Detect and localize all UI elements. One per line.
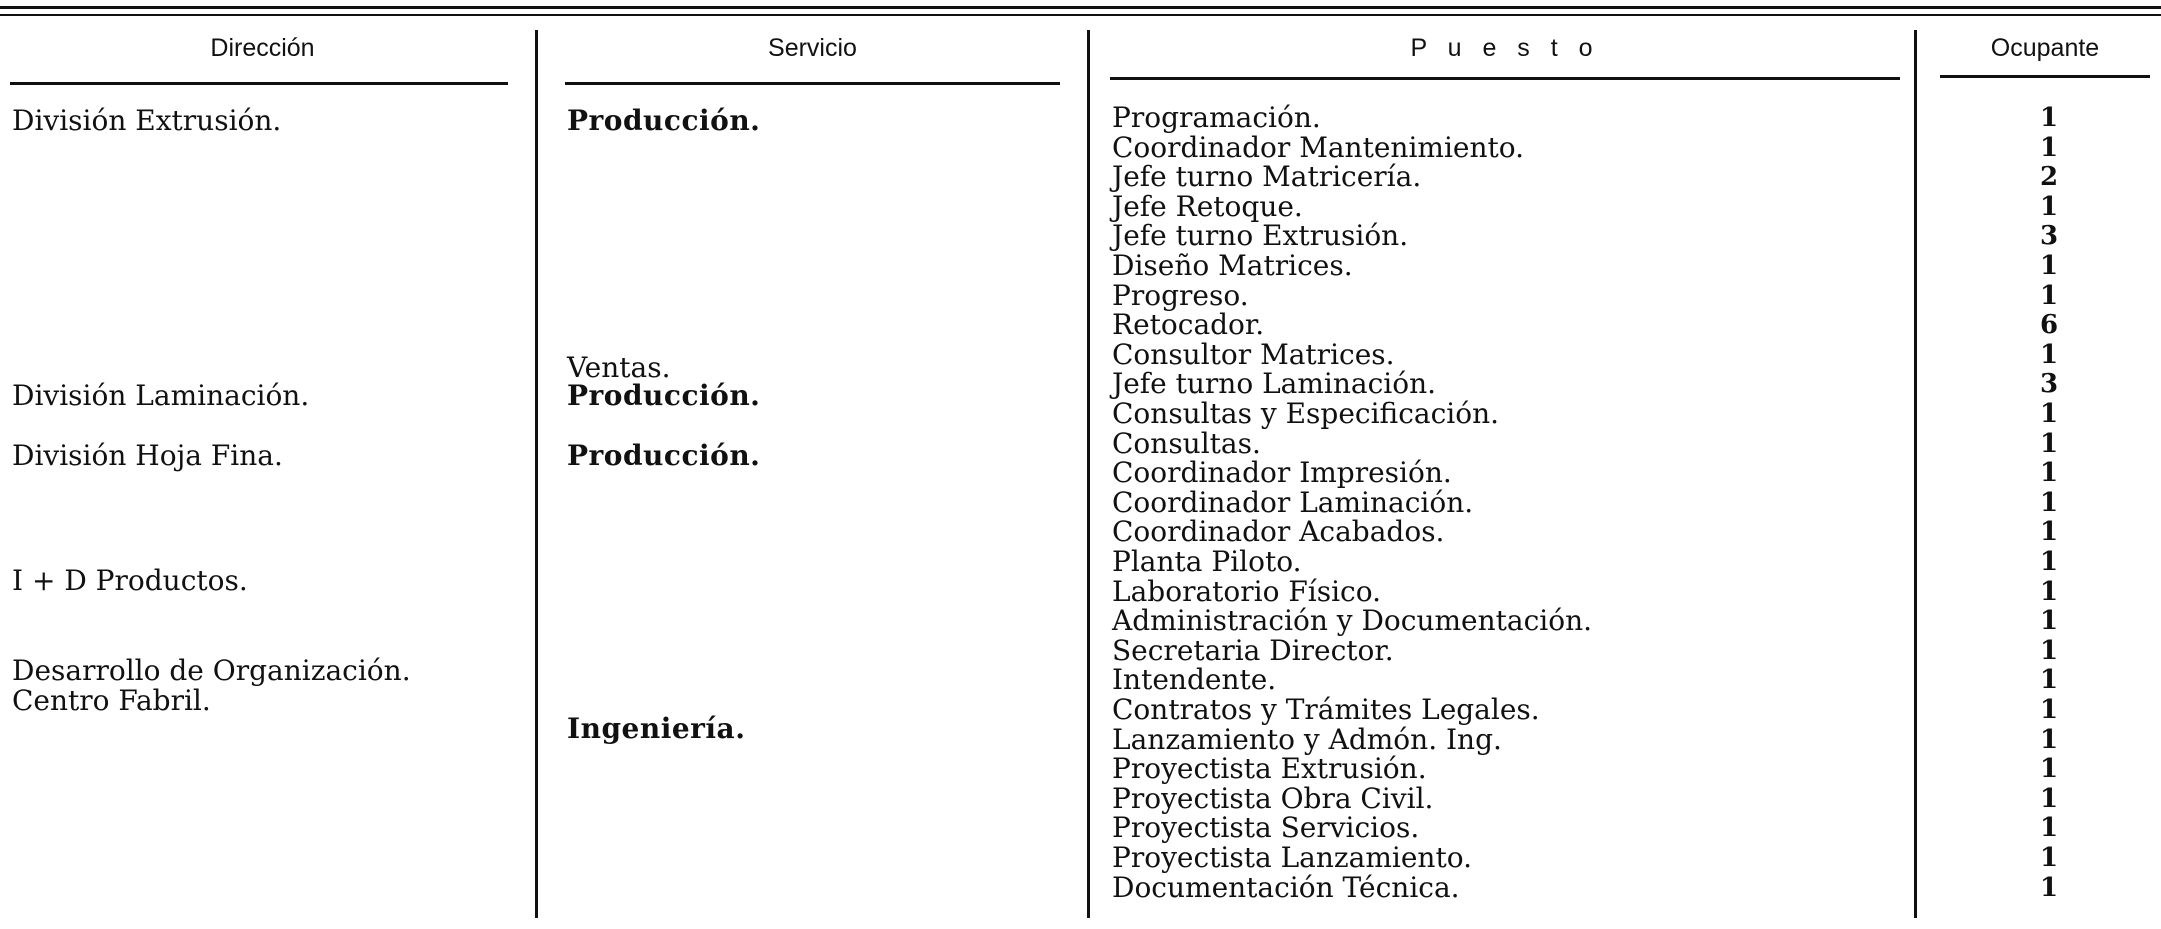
ocupante-count: 3: [2040, 369, 2059, 399]
ocupante-count: 1: [2040, 695, 2059, 725]
ocupante-count: 1: [2040, 340, 2059, 370]
ocupante-count: 1: [2040, 873, 2059, 903]
puesto-label: Laboratorio Físico.: [1112, 575, 1382, 608]
direccion-label: Desarrollo de Organización.: [12, 654, 411, 687]
ocupante-count: 1: [2040, 281, 2059, 311]
puesto-label: Diseño Matrices.: [1112, 249, 1353, 282]
ocupante-count: 1: [2040, 547, 2059, 577]
ocupante-count: 1: [2040, 784, 2059, 814]
ocupante-count: 1: [2040, 251, 2059, 281]
header-underline: [10, 82, 508, 85]
header-puesto: P u e s t o: [1410, 34, 1600, 62]
header-direccion: Dirección: [210, 34, 315, 62]
puesto-label: Consultas y Especificación.: [1112, 397, 1500, 430]
puesto-label: Intendente.: [1112, 663, 1277, 696]
puesto-label: Programación.: [1112, 101, 1321, 134]
servicio-label: Producción.: [567, 439, 761, 472]
ocupante-count: 2: [2040, 162, 2059, 192]
ocupante-count: 1: [2040, 458, 2059, 488]
direccion-label: Centro Fabril.: [12, 684, 211, 717]
puesto-label: Lanzamiento y Admón. Ing.: [1112, 723, 1502, 756]
puesto-label: Coordinador Acabados.: [1112, 515, 1445, 548]
ocupante-count: 1: [2040, 636, 2059, 666]
header-underline: [565, 82, 1060, 85]
ocupante-count: 1: [2040, 725, 2059, 755]
ocupante-count: 1: [2040, 488, 2059, 518]
puesto-label: Coordinador Laminación.: [1112, 486, 1474, 519]
header-underline: [1110, 77, 1900, 80]
puesto-label: Proyectista Obra Civil.: [1112, 782, 1434, 815]
ocupante-count: 1: [2040, 606, 2059, 636]
direccion-label: I + D Productos.: [12, 564, 248, 597]
ocupante-count: 1: [2040, 399, 2059, 429]
header-servicio: Servicio: [768, 34, 857, 62]
servicio-label: Ingeniería.: [567, 712, 746, 745]
ocupante-count: 1: [2040, 429, 2059, 459]
column-separator: [1914, 30, 1917, 918]
puesto-label: Consultas.: [1112, 427, 1261, 460]
ocupante-count: 1: [2040, 813, 2059, 843]
puesto-label: Secretaria Director.: [1112, 634, 1394, 667]
puesto-label: Jefe turno Extrusión.: [1112, 219, 1409, 252]
ocupante-count: 1: [2040, 103, 2059, 133]
servicio-label: Producción.: [567, 379, 761, 412]
ocupante-count: 1: [2040, 665, 2059, 695]
puesto-label: Proyectista Servicios.: [1112, 811, 1420, 844]
column-separator: [535, 30, 538, 918]
puesto-label: Coordinador Mantenimiento.: [1112, 131, 1525, 164]
ocupante-count: 6: [2040, 310, 2059, 340]
top-rule: [0, 6, 2161, 9]
ocupante-count: 3: [2040, 221, 2059, 251]
header-ocupante: Ocupante: [1990, 34, 2100, 62]
puesto-label: Proyectista Lanzamiento.: [1112, 841, 1472, 874]
puesto-label: Proyectista Extrusión.: [1112, 752, 1427, 785]
direccion-label: División Extrusión.: [12, 104, 282, 137]
ocupante-count: 1: [2040, 517, 2059, 547]
puesto-label: Jefe turno Matricería.: [1112, 160, 1422, 193]
puesto-label: Documentación Técnica.: [1112, 871, 1460, 904]
top-rule-second: [0, 14, 2161, 16]
puesto-label: Administración y Documentación.: [1112, 604, 1593, 637]
column-separator: [1087, 30, 1090, 918]
servicio-label: Producción.: [567, 104, 761, 137]
puesto-label: Jefe Retoque.: [1112, 190, 1303, 223]
puesto-label: Retocador.: [1112, 308, 1265, 341]
ocupante-count: 1: [2040, 754, 2059, 784]
puesto-label: Coordinador Impresión.: [1112, 456, 1452, 489]
ocupante-count: 1: [2040, 192, 2059, 222]
puesto-label: Jefe turno Laminación.: [1112, 367, 1437, 400]
direccion-label: División Laminación.: [12, 379, 310, 412]
ocupante-count: 1: [2040, 133, 2059, 163]
direccion-label: División Hoja Fina.: [12, 439, 283, 472]
puesto-label: Planta Piloto.: [1112, 545, 1302, 578]
servicio-label: Ventas.: [567, 351, 671, 384]
ocupante-count: 1: [2040, 843, 2059, 873]
ocupante-count: 1: [2040, 577, 2059, 607]
header-underline: [1940, 75, 2150, 78]
puesto-label: Consultor Matrices.: [1112, 338, 1395, 371]
puesto-label: Contratos y Trámites Legales.: [1112, 693, 1540, 726]
puesto-label: Progreso.: [1112, 279, 1249, 312]
